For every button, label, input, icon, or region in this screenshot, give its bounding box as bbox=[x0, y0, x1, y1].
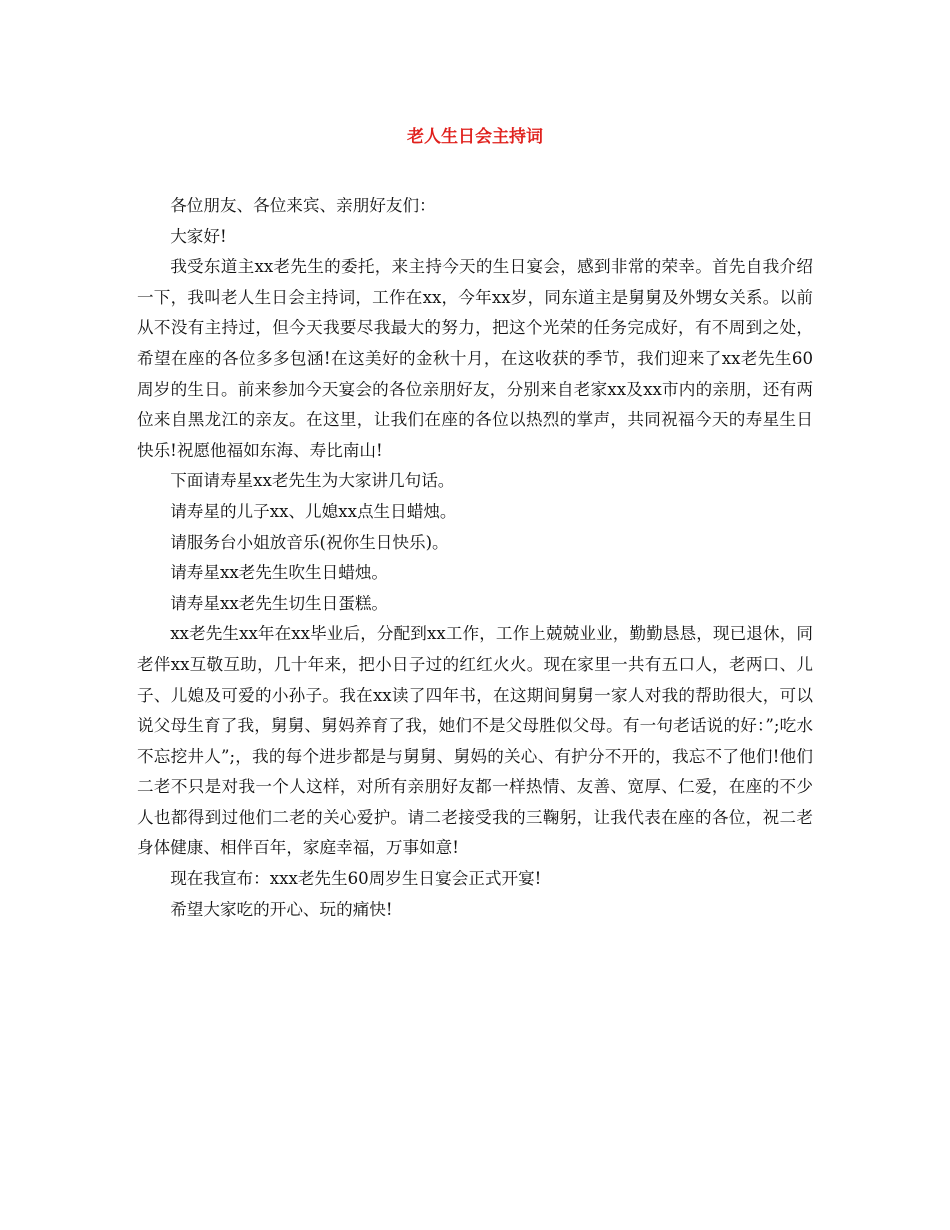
paragraph-speech-invite: 下面请寿星xx老先生为大家讲几句话。 bbox=[170, 471, 455, 491]
paragraph-biography: xx老先生xx年在xx毕业后，分配到xx工作，工作上兢兢业业，勤勤恳恳，现已退休，同老伴xx互敬互助，几十年来，把小日子过的红红火火。现在家里一共有五口人，老两口、儿子、儿媳及可爱的小孙子。我在xx读了四年书，在这期间舅舅一家人对我的帮助很大，可以说父母生育了我，舅舅、舅妈养育了我，她们不是父母胜似父母。有一句老话说的好：”;吃水不忘挖井人”;，我的每个进步都是与舅舅、舅妈的关心、有护分不开的，我忘不了他们!他们二老不只是对我一个人这样，对所有亲朋好友都一样热情、友善、宽厚、仁爱，在座的不少人也都得到过他们二老的关心爱护。请二老接受我的三鞠躬，让我代表在座的各位，祝二老身体健康、相伴百年，家庭幸福，万事如意! bbox=[137, 624, 813, 858]
paragraph-introduction: 我受东道主xx老先生的委托，来主持今天的生日宴会，感到非常的荣幸。首先自我介绍一下，我叫老人生日会主持词，工作在xx，今年xx岁，同东道主是舅舅及外甥女关系。以前从不没有主持过，但今天我要尽我最大的努力，把这个光荣的任务完成好，有不周到之处，希望在座的各位多多包涵!在这美好的金秋十月，在这收获的季节，我们迎来了xx老先生60周岁的生日。前来参加今天宴会的各位亲朋好友，分别来自老家xx及xx市内的亲朋，还有两位来自黑龙江的亲友。在这里，让我们在座的各位以热烈的掌声，共同祝福今天的寿星生日快乐!祝愿他福如东海、寿比南山! bbox=[137, 257, 813, 460]
paragraph-light-candles: 请寿星的儿子xx、儿媳xx点生日蜡烛。 bbox=[170, 501, 457, 521]
paragraph-blow-candles: 请寿星xx老先生吹生日蜡烛。 bbox=[170, 563, 389, 583]
paragraph-closing: 希望大家吃的开心、玩的痛快! bbox=[170, 899, 393, 919]
paragraph-announcement: 现在我宣布：xxx老先生60周岁生日宴会正式开宴! bbox=[170, 869, 542, 889]
paragraph-music: 请服务台小姐放音乐(祝你生日快乐)。 bbox=[170, 532, 449, 552]
document-title: 老人生日会主持词 bbox=[407, 127, 543, 147]
paragraph-cut-cake: 请寿星xx老先生切生日蛋糕。 bbox=[170, 593, 389, 613]
document-body bbox=[137, 191, 813, 925]
paragraph-greeting: 各位朋友、各位来宾、亲朋好友们： bbox=[170, 196, 436, 215]
paragraph-hello: 大家好! bbox=[170, 226, 227, 246]
